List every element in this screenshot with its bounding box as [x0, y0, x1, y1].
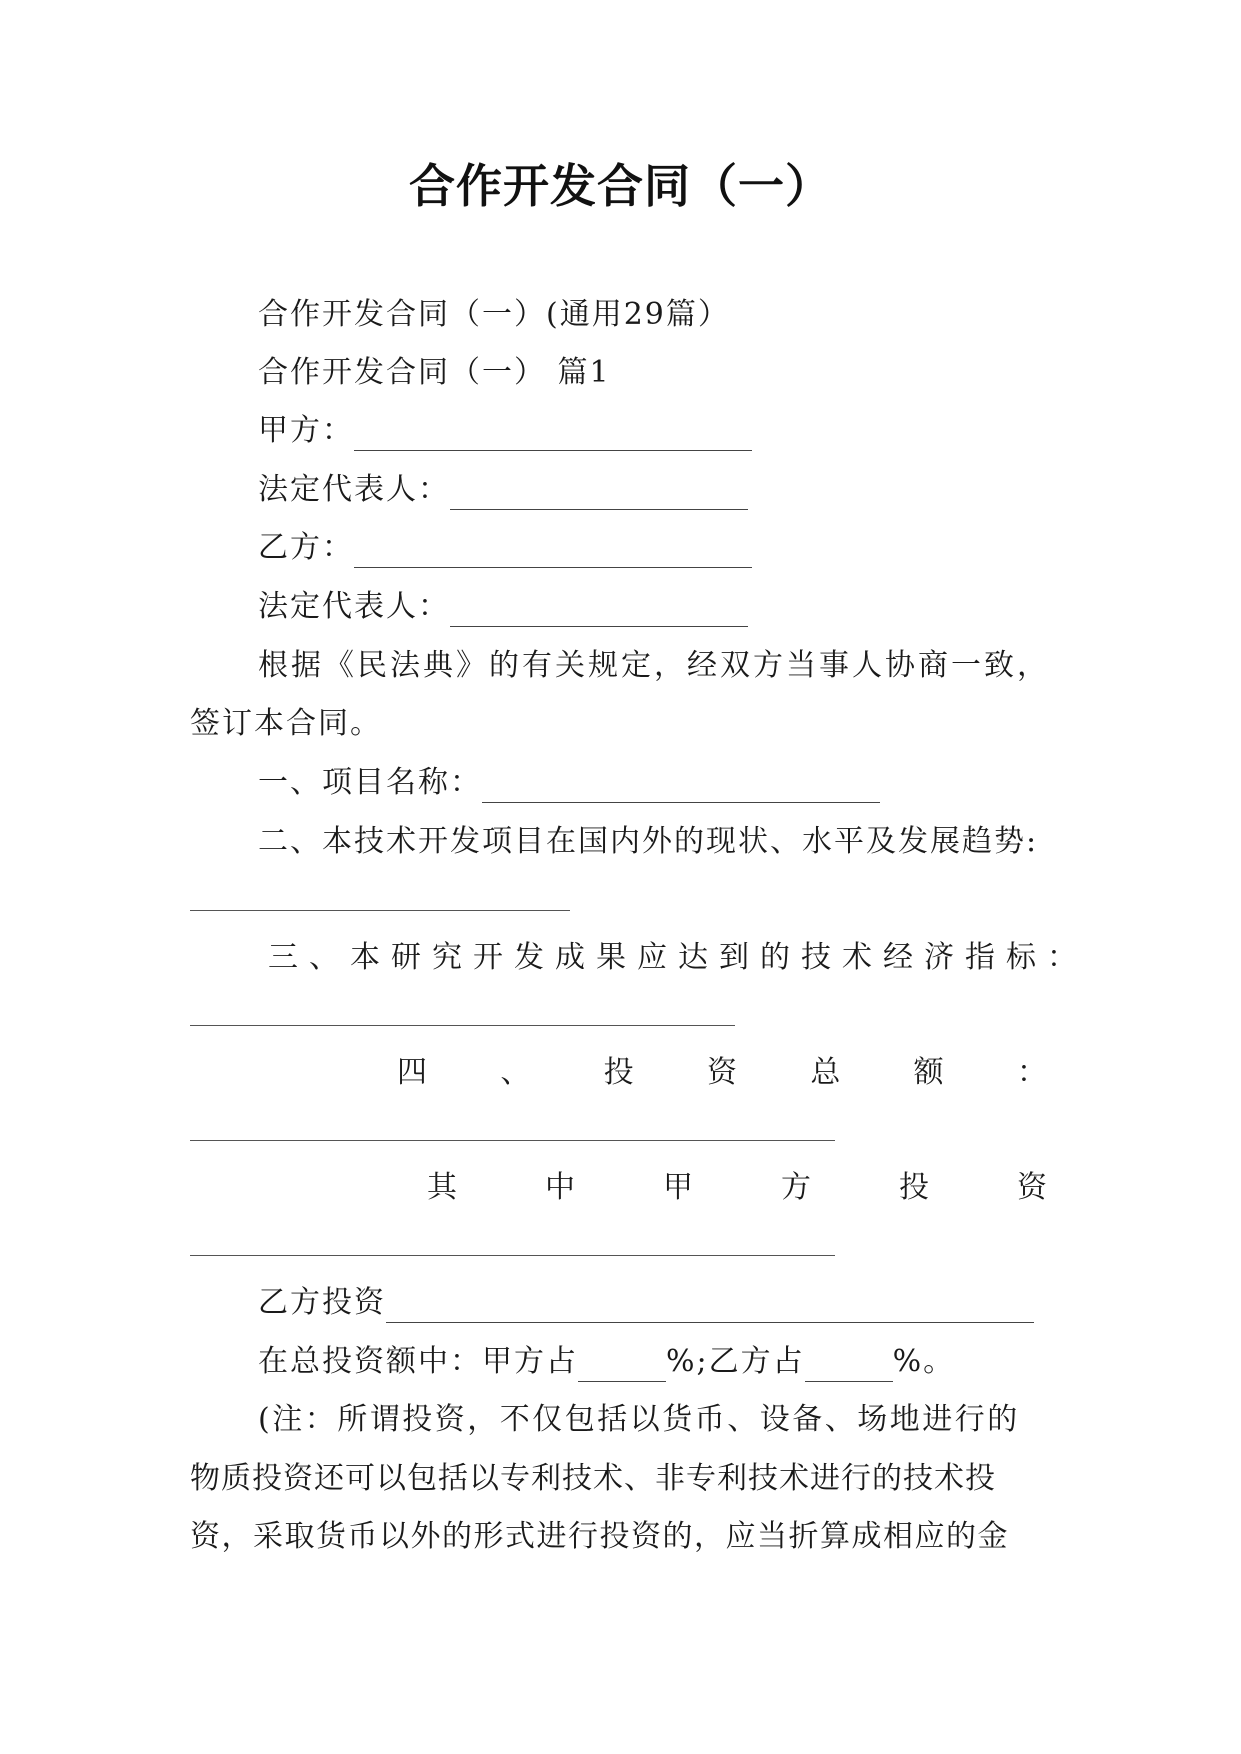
document-title: 合作开发合同（一）	[409, 159, 832, 213]
party-b-row	[258, 528, 752, 568]
party-b-ratio-blank[interactable]	[805, 1351, 893, 1382]
item-3-label: 三、本研究开发成果应达到的技术经济指标：	[268, 940, 1088, 975]
ratio-suffix: %。	[892, 1344, 956, 1379]
party-a-invest-blank[interactable]	[190, 1255, 835, 1256]
note-line-3: 资，采取货币以外的形式进行投资的，应当折算成相应的金	[190, 1519, 1009, 1554]
note-line-2: 物质投资还可以包括以专利技术、非专利技术进行的技术投	[190, 1461, 996, 1496]
item-4-char: 投	[603, 1055, 634, 1090]
preamble-line-2: 签订本合同。	[190, 706, 382, 741]
party-a-rep-blank[interactable]	[450, 479, 748, 510]
party-b-invest-label: 乙方投资	[258, 1285, 386, 1320]
party-a-invest-char: 方	[781, 1170, 811, 1205]
item-4-char: ：	[1016, 1055, 1047, 1090]
party-b-rep-blank[interactable]	[450, 596, 748, 627]
item-4-blank[interactable]	[190, 1140, 835, 1141]
item-4-char: 额	[913, 1055, 944, 1090]
party-a-ratio-blank[interactable]	[578, 1351, 666, 1382]
note-line-1: (注：所谓投资，不仅包括以货币、设备、场地进行的	[258, 1402, 1020, 1437]
ratio-mid: %;乙方占	[666, 1344, 805, 1379]
party-b-rep-row	[258, 587, 748, 627]
item-2-label: 二、本技术开发项目在国内外的现状、水平及发展趋势:	[258, 824, 1039, 859]
section-heading: 合作开发合同（一） 篇1	[258, 355, 611, 390]
party-b-rep-label: 法定代表人：	[258, 589, 450, 624]
party-b-blank[interactable]	[354, 537, 752, 568]
party-a-label: 甲方：	[258, 413, 354, 448]
party-a-row	[258, 411, 752, 451]
ratio-row	[258, 1342, 955, 1382]
party-a-rep-label: 法定代表人：	[258, 472, 450, 507]
item-3-blank[interactable]	[190, 1025, 735, 1026]
preamble-line-1: 根据《民法典》的有关规定，经双方当事人协商一致，	[258, 648, 1050, 683]
party-a-rep-row	[258, 470, 748, 510]
party-a-invest-char: 其	[427, 1170, 457, 1205]
item-4-char: 资	[706, 1055, 737, 1090]
party-b-invest-row	[258, 1283, 1034, 1323]
party-a-blank[interactable]	[354, 420, 752, 451]
party-a-invest-char: 投	[899, 1170, 929, 1205]
item-1-label: 一、项目名称：	[258, 765, 482, 800]
item-4-char: 、	[500, 1055, 531, 1090]
item-4-label	[397, 1053, 1047, 1093]
party-a-invest-char: 中	[545, 1170, 575, 1205]
item-1-row	[258, 763, 880, 803]
item-2-blank[interactable]	[190, 910, 570, 911]
party-a-invest-label	[427, 1168, 1047, 1208]
party-a-invest-char: 甲	[663, 1170, 693, 1205]
ratio-prefix: 在总投资额中：甲方占	[258, 1344, 578, 1379]
party-b-label: 乙方：	[258, 530, 354, 565]
item-4-char: 四	[397, 1055, 427, 1090]
party-a-invest-char: 资	[1017, 1170, 1047, 1205]
party-b-invest-blank[interactable]	[386, 1292, 1034, 1323]
item-1-blank[interactable]	[482, 772, 880, 803]
item-4-char: 总	[810, 1055, 841, 1090]
document-subtitle: 合作开发合同（一）(通用29篇）	[258, 297, 730, 332]
